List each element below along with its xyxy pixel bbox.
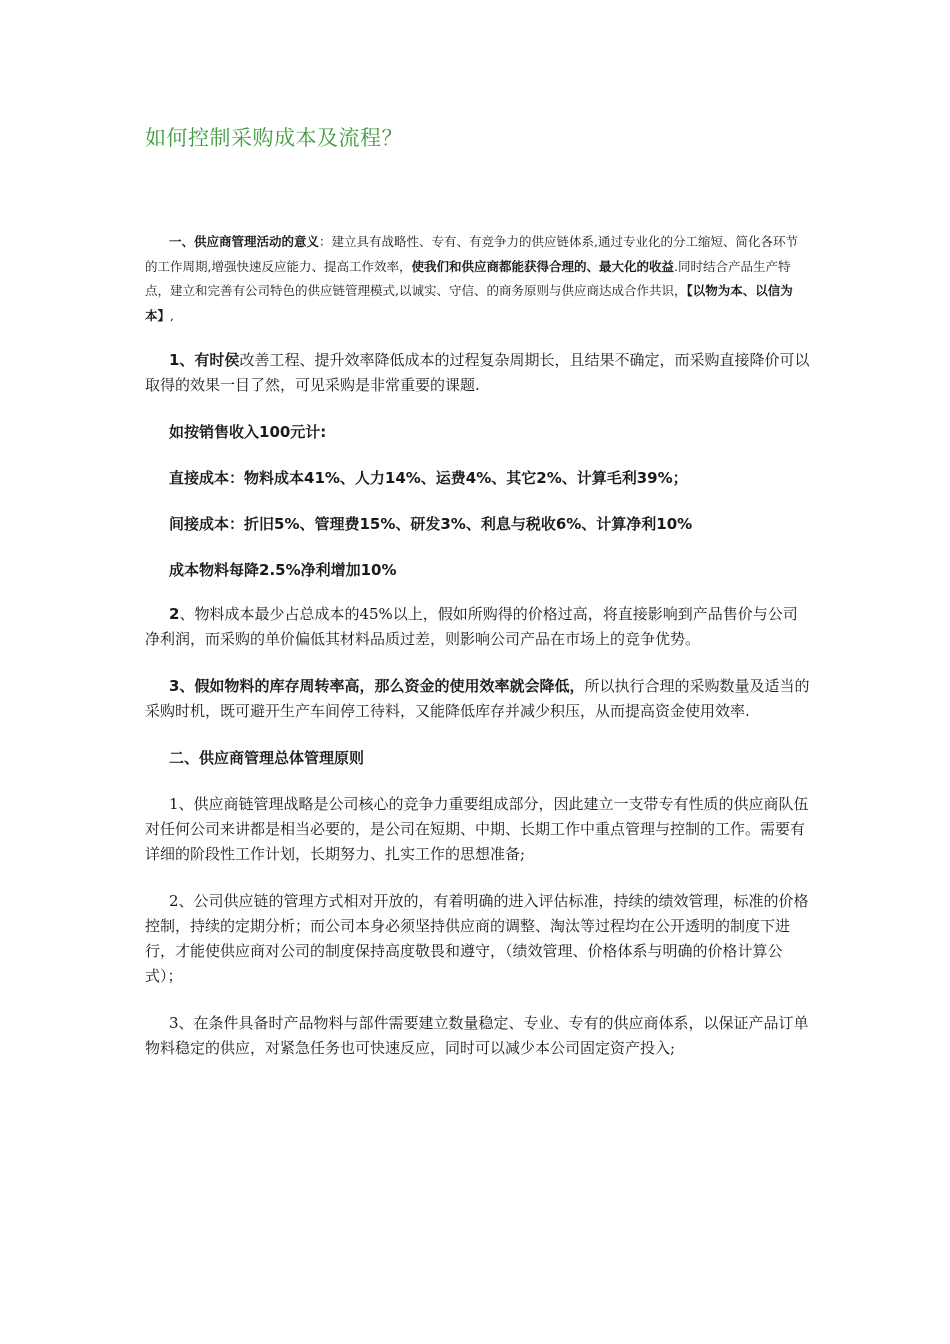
intro-text-3: , <box>170 307 174 323</box>
intro-label: 一、供应商管理活动的意义 <box>169 234 320 249</box>
cost-reduction-line: 成本物料每降2.5%净利增加10% <box>169 561 397 579</box>
paragraph-2-text: 、物料成本最少占总成本的45%以上，假如所购得的价格过高，将直接影响到产品售价与公司净利润，而采购的单价偏低其材料品质过差，则影响公司产品在市场上的竞争优势。 <box>145 605 798 648</box>
page-title: 如何控制采购成本及流程？ <box>145 126 403 150</box>
paragraph-3 <box>145 674 810 724</box>
paragraph-1-lead: 1、有时侯 <box>169 351 240 369</box>
intro-colon: ： <box>319 234 332 249</box>
intro-paragraph <box>145 230 810 328</box>
intro-bold-1: 使我们和供应商都能获得合理的、最大化的收益 <box>411 258 674 274</box>
direct-cost-line: 直接成本：物料成本41%、人力14%、运费4%、其它2%、计算毛利39%； <box>169 469 688 487</box>
paragraph-3-text: 所以执行合理的采购数量及适当的采购时机，既可避开生产车间停工待料，又能降低库存并减少积压，从而提高资金使用效率. <box>145 677 810 720</box>
principle-item-1: 1、供应商链管理战略是公司核心的竞争力重要组成部分，因此建立一支带专有性质的供应商队伍对任何公司来讲都是相当必要的，是公司在短期、中期、长期工作中重点管理与控制的工作。需要有详细的阶段性工作计划，长期努力、扎实工作的思想准备; <box>145 795 809 863</box>
paragraph-1-text: 改善工程、提升效率降低成本的过程复杂周期长，且结果不确定，而采购直接降价可以取得的效果一目了然，可见采购是非常重要的课题. <box>145 351 810 394</box>
principle-item-2: 2、公司供应链的管理方式相对开放的，有着明确的进入评估标准，持续的绩效管理，标准的价格控制，持续的定期分析；而公司本身必须坚持供应商的调整、淘汰等过程均在公开透明的制度下进行，才能使供应商对公司的制度保持高度敬畏和遵守，（绩效管理、价格体系与明确的价格计算公式）； <box>145 892 809 985</box>
intro-text-1: 建立具有战略性、专有、有竞争力的供应链体系,通过专业化的分工缩短、简化各环节的工作周期,增强快速反应能力、提高工作效率， <box>145 234 799 274</box>
paragraph-2-lead: 2 <box>169 605 180 623</box>
indirect-cost-line: 间接成本：折旧5%、管理费15%、研发3%、利息与税收6%、计算净利10% <box>169 515 693 533</box>
principle-item-3: 3、在条件具备时产品物料与部件需要建立数量稳定、专业、专有的供应商体系，以保证产品订单物料稳定的供应，对紧急任务也可快速反应，同时可以减少本公司固定资产投入; <box>145 1014 809 1057</box>
paragraph-3-lead: 3、假如物料的库存周转率高，那么资金的使用效率就会降低， <box>169 677 585 695</box>
sales-basis-line: 如按销售收入100元计: <box>169 423 327 441</box>
paragraph-1 <box>145 348 810 398</box>
intro-bold-2: 【以物为本、以信为本】 <box>145 283 793 323</box>
intro-text-2: .同时结合产品生产特点，建立和完善有公司特色的供应链管理模式,以诚实、守信、的商务原则与供应商达成合作共识， <box>145 258 791 298</box>
paragraph-2 <box>145 602 810 652</box>
document-body <box>145 230 810 1083</box>
section-2-heading: 二、供应商管理总体管理原则 <box>169 749 365 767</box>
